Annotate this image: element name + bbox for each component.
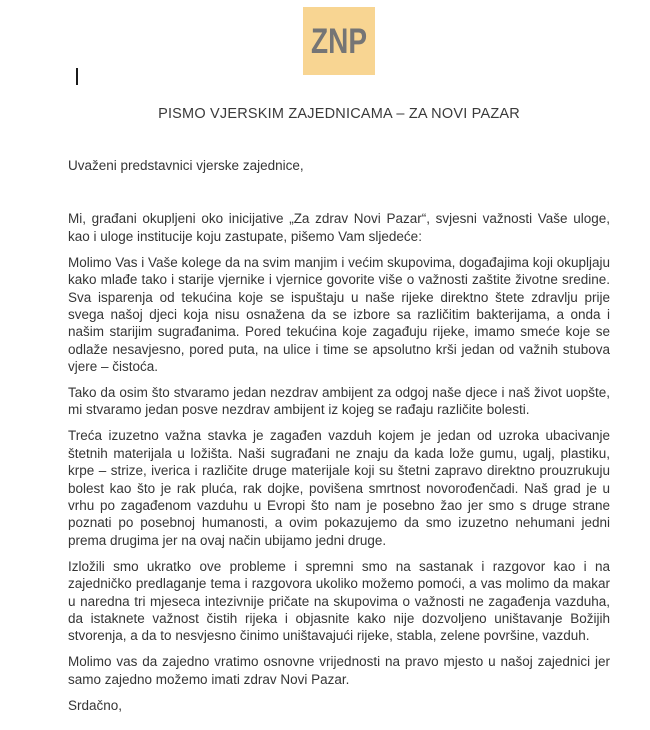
znp-logo[interactable] [303, 7, 375, 75]
paragraph-closing-appeal[interactable]: Molimo vas da zajedno vratimo osnovne vrijednosti na pravo mjesto u našoj zajednici jer samo zajedno možemo imati zdrav Novi Pazar. [68, 654, 610, 687]
paragraph-air-pollution[interactable]: Treća izuzetno važna stavka je zagađen vazduh kojem je jedan od uzroka ubacivanje štetnih materijala u ložišta. Naši sugrađani ne znaju da kada lože gumu, ugalj, plastiku, krpe – strize, iverica i različite druge materijale koji su štetni zapravo direktno prouzrukuju bolest kao što je rak pluća, rak dojke, povišena smrtnost novorođenčadi. Naš grad je u vrhu po zagađenom vazduhu u Evropi što nam je posebno žao jer smo s druge strane poznati po posebnoj humanosti, a ovim pokazujemo da smo izuzetno nehumani jedni prema drugima jer na ovaj način ubijamo jedni druge. [68, 428, 610, 548]
paragraph-greeting[interactable]: Uvaženi predstavnici vjerske zajednice, [68, 158, 304, 173]
signoff[interactable]: Srdačno, [68, 697, 123, 713]
paragraph-environment-appeal[interactable]: Molimo Vas i Vaše kolege da na svim manjim i većim skupovima, događajima koji okupljaju kako mlađe tako i starije vjernike i vjernice govorite više o važnosti zaštite životne sredine. Sva isparenja od tekućina koje se ispuštaju u naše rijeke direktno štete zdravlju prije svega našoj djeci koja nisu osnažena da se izbore sa različitim bakterijama, a onda i našim starijim sugrađanima. Pored tekućina koje zagađuju rijeke, imamo smeće koje se odlaže nesavjesno, pored puta, na ulice i time se apsolutno krši jedan od važnih stubova vjere – čistoća. [68, 254, 610, 375]
znp-logo-text: ZNP [311, 21, 367, 61]
paragraph-unhealthy-ambient[interactable]: Tako da osim što stvaramo jedan nezdrav ambijent za odgoj naše djece i naš život uopšte, mi stvaramo jedan posve nezdrav ambijent iz kojeg se rađaju različite bolesti. [68, 385, 610, 418]
paragraph-meeting-proposal[interactable]: Izložili smo ukratko ove probleme i spremni smo na sastanak i razgovor kao i na zajedničko predlaganje tema i razgovora ukoliko možemo pomoći, a vas molimo da makar u naredna tri mjeseca intezivnije pričate na skupovima o važnosti ne zagađenja vazduha, da istaknete važnost čistih rijeka i objasnite kako nije dozvoljeno uništavanje Božijih stvorenja, a da to nesvjesno činimo uništavajući rijeke, stabla, zelene površine, vazduh. [68, 558, 610, 644]
document-body[interactable] [68, 157, 610, 714]
document-title[interactable]: PISMO VJERSKIM ZAJEDNICAMA – ZA NOVI PAZAR [158, 106, 520, 122]
paragraph-intro[interactable]: Mi, građani okupljeni oko inicijative „Za zdrav Novi Pazar“, svjesni važnosti Vaše uloge, kao i uloge institucije koju zastupate, pišemo Vam sljedeće: [68, 211, 610, 244]
text-cursor [76, 68, 78, 85]
